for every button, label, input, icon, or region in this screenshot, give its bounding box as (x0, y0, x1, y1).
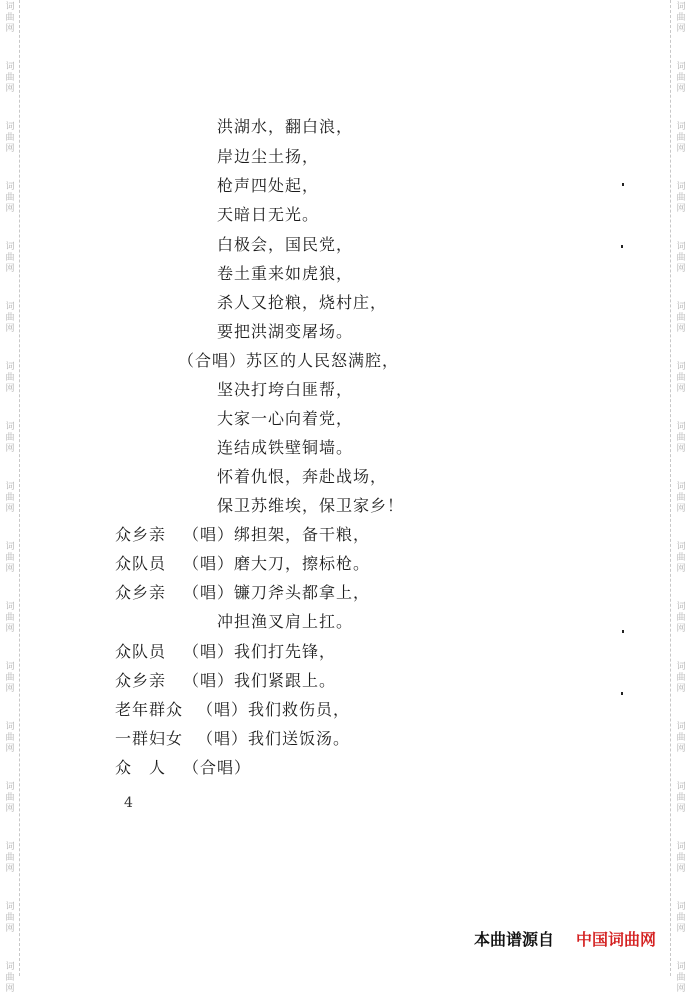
watermark-text: 词 曲 网 (5, 2, 15, 34)
page-mark: 4 (124, 795, 133, 811)
watermark-text: 词 曲 网 (676, 482, 686, 514)
scan-speck (621, 692, 623, 695)
watermark-text: 词 曲 网 (5, 842, 15, 874)
watermark-text: 词 曲 网 (676, 302, 686, 334)
dialogue-line: （唱）我们救伤员， (197, 700, 351, 719)
source-label: 本曲谱源自 (473, 930, 554, 949)
watermark-strip-right (670, 0, 690, 994)
verse-line: 坚决打垮白匪帮， (217, 380, 354, 399)
watermark-text: 词 曲 网 (5, 422, 15, 454)
speaker-label: 众队员 (115, 642, 167, 661)
watermark-text: 词 曲 网 (5, 782, 15, 814)
watermark-text: 词 曲 网 (676, 122, 686, 154)
dialogue-line: （唱）绑担架，备干粮， (183, 525, 371, 544)
watermark-text: 词 曲 网 (676, 662, 686, 694)
watermark-text: 词 曲 网 (676, 842, 686, 874)
verse-line: 枪声四处起， (217, 176, 320, 195)
scan-speck (622, 183, 624, 186)
dialogue-line: （唱）磨大刀，擦标枪。 (183, 554, 371, 573)
speaker-label: 众乡亲 (115, 583, 167, 602)
verse-line: 怀着仇恨，奔赴战场， (217, 467, 388, 486)
watermark-text: 词 曲 网 (676, 602, 686, 634)
watermark-text: 词 曲 网 (5, 482, 15, 514)
watermark-text: 词 曲 网 (676, 902, 686, 934)
watermark-text: 词 曲 网 (5, 722, 15, 754)
speaker-label: 众 人 (115, 758, 167, 777)
verse-line: 连结成铁壁铜墙。 (217, 438, 354, 457)
verse-line: 天暗日无光。 (217, 205, 320, 224)
speaker-label: 一群妇女 (115, 729, 184, 748)
speaker-label: 老年群众 (115, 700, 184, 719)
watermark-text: 词 曲 网 (5, 662, 15, 694)
speaker-label: 众乡亲 (115, 671, 167, 690)
watermark-text: 词 曲 网 (676, 62, 686, 94)
watermark-strip-left (0, 0, 20, 994)
watermark-text: 词 曲 网 (676, 362, 686, 394)
site-name[interactable]: 中国词曲网 (575, 930, 656, 949)
dialogue-line: （唱）镰刀斧头都拿上， (183, 583, 371, 602)
verse-line: 大家一心向着党， (217, 409, 354, 428)
watermark-text: 词 曲 网 (5, 962, 15, 994)
watermark-text: 词 曲 网 (5, 62, 15, 94)
verse-line: 保卫苏维埃，保卫家乡！ (217, 496, 405, 515)
watermark-text: 词 曲 网 (676, 722, 686, 754)
watermark-text: 词 曲 网 (676, 242, 686, 274)
watermark-text: 词 曲 网 (676, 422, 686, 454)
verse-line: 洪湖水，翻白浪， (217, 117, 354, 136)
watermark-text: 词 曲 网 (5, 902, 15, 934)
scan-speck (622, 630, 624, 633)
watermark-text: 词 曲 网 (676, 962, 686, 994)
dialogue-line: （唱）我们紧跟上。 (183, 671, 337, 690)
watermark-text: 词 曲 网 (5, 242, 15, 274)
verse-line-chorus: （合唱）苏区的人民怒满腔， (178, 351, 400, 370)
watermark-text: 词 曲 网 (676, 182, 686, 214)
watermark-text: 词 曲 网 (5, 542, 15, 574)
verse-line: 卷土重来如虎狼， (217, 264, 354, 283)
dialogue-line: 冲担渔叉肩上扛。 (217, 612, 354, 631)
watermark-text: 词 曲 网 (676, 782, 686, 814)
speaker-label: 众乡亲 (115, 525, 167, 544)
watermark-text: 词 曲 网 (676, 2, 686, 34)
dialogue-line: （合唱） (183, 758, 252, 777)
watermark-text: 词 曲 网 (5, 182, 15, 214)
verse-line: 要把洪湖变屠场。 (217, 322, 354, 341)
dialogue-line: （唱）我们送饭汤。 (197, 729, 351, 748)
watermark-text: 词 曲 网 (5, 302, 15, 334)
watermark-text: 词 曲 网 (5, 122, 15, 154)
watermark-text: 词 曲 网 (676, 542, 686, 574)
verse-line: 白极会，国民党， (217, 235, 354, 254)
verse-line: 岸边尘土扬， (217, 147, 320, 166)
watermark-text: 词 曲 网 (5, 602, 15, 634)
watermark-text: 词 曲 网 (5, 362, 15, 394)
scan-speck (621, 245, 623, 248)
source-footer (474, 927, 656, 950)
dialogue-line: （唱）我们打先锋， (183, 642, 337, 661)
speaker-label: 众队员 (115, 554, 167, 573)
verse-line: 杀人又抢粮，烧村庄， (217, 293, 388, 312)
